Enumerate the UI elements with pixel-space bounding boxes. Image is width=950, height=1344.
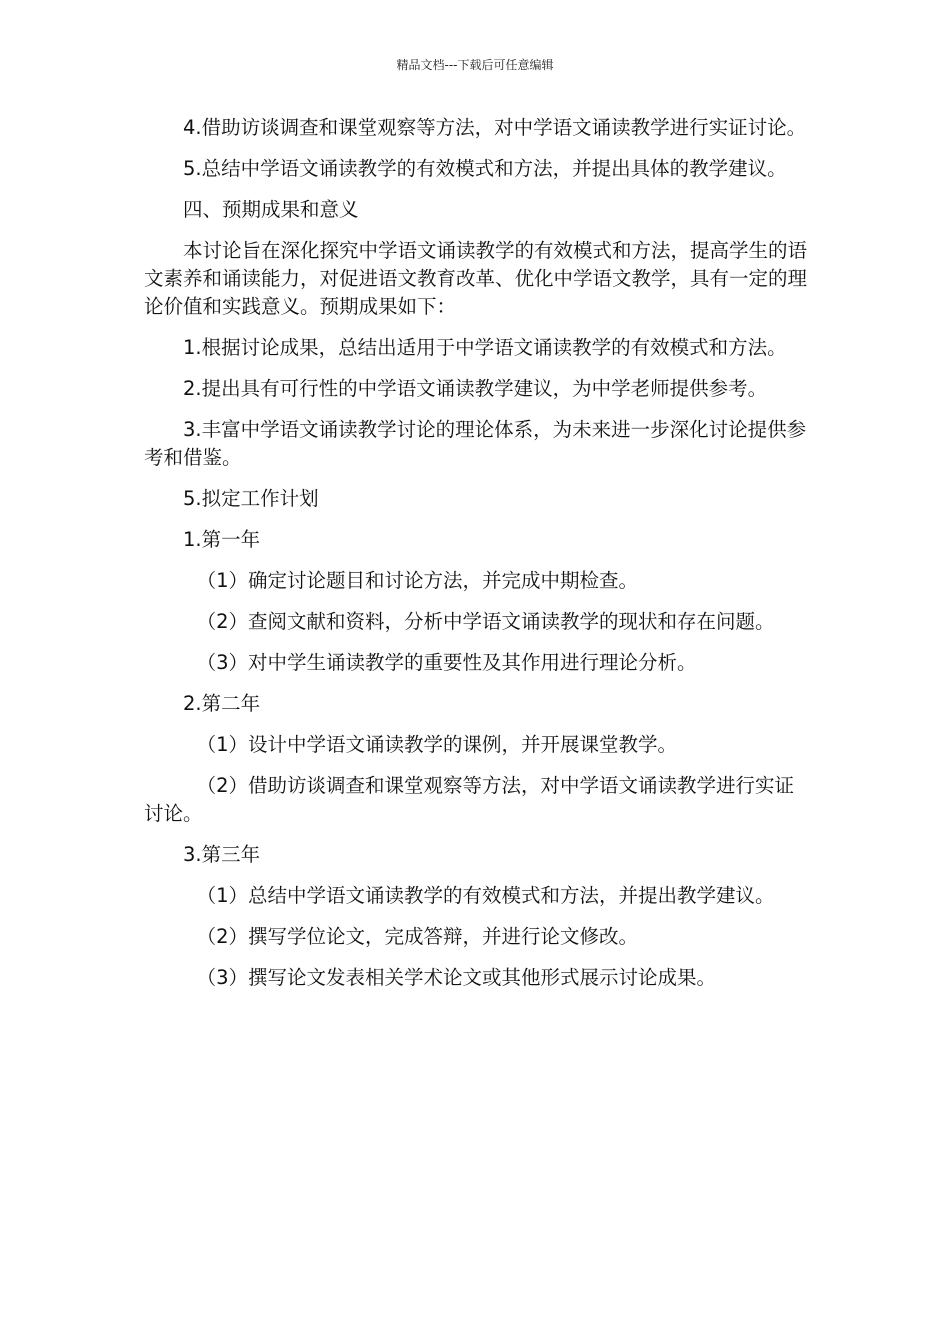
year-heading: 1.第一年 bbox=[183, 528, 261, 551]
plan-item: （3）对中学生诵读教学的重要性及其作用进行理论分析。 bbox=[196, 651, 697, 674]
plan-item: （2）撰写学位论文，完成答辩，并进行论文修改。 bbox=[196, 925, 639, 948]
plan-item: （1）总结中学语文诵读教学的有效模式和方法，并提出教学建议。 bbox=[196, 884, 775, 907]
plan-item: （2）查阅文献和资料，分析中学语文诵读教学的现状和存在问题。 bbox=[196, 610, 775, 633]
section-heading: 四、预期成果和意义 bbox=[183, 198, 359, 221]
year-heading: 3.第三年 bbox=[183, 843, 261, 866]
plan-item: （3）撰写论文发表相关学术论文或其他形式展示讨论成果。 bbox=[196, 966, 717, 989]
paragraph: 1.根据讨论成果，总结出适用于中学语文诵读教学的有效模式和方法。 bbox=[183, 336, 787, 359]
paragraph: 2.提出具有可行性的中学语文诵读教学建议，为中学老师提供参考。 bbox=[183, 377, 768, 400]
section-heading: 5.拟定工作计划 bbox=[183, 487, 319, 510]
paragraph: 4.借助访谈调查和课堂观察等方法，对中学语文诵读教学进行实证讨论。 bbox=[183, 116, 807, 139]
plan-item: （2）借助访谈调查和课堂观察等方法，对中学语文诵读教学进行实证讨论。 bbox=[144, 774, 795, 825]
page-header: 精品文档---下载后可任意编辑 bbox=[396, 58, 554, 72]
year-heading: 2.第二年 bbox=[183, 692, 261, 715]
plan-item: （1）设计中学语文诵读教学的课例，并开展课堂教学。 bbox=[196, 733, 678, 756]
paragraph: 本讨论旨在深化探究中学语文诵读教学的有效模式和方法，提高学生的语文素养和诵读能力，对促进语文教育改革、优化中学语文教学，具有一定的理论价值和实践意义。预期成果如下： bbox=[144, 239, 808, 318]
document-body bbox=[144, 114, 809, 1005]
paragraph: 5.总结中学语文诵读教学的有效模式和方法，并提出具体的教学建议。 bbox=[183, 157, 787, 180]
plan-item: （1）确定讨论题目和讨论方法，并完成中期检查。 bbox=[196, 569, 639, 592]
paragraph: 3.丰富中学语文诵读教学讨论的理论体系，为未来进一步深化讨论提供参考和借鉴。 bbox=[144, 418, 807, 469]
